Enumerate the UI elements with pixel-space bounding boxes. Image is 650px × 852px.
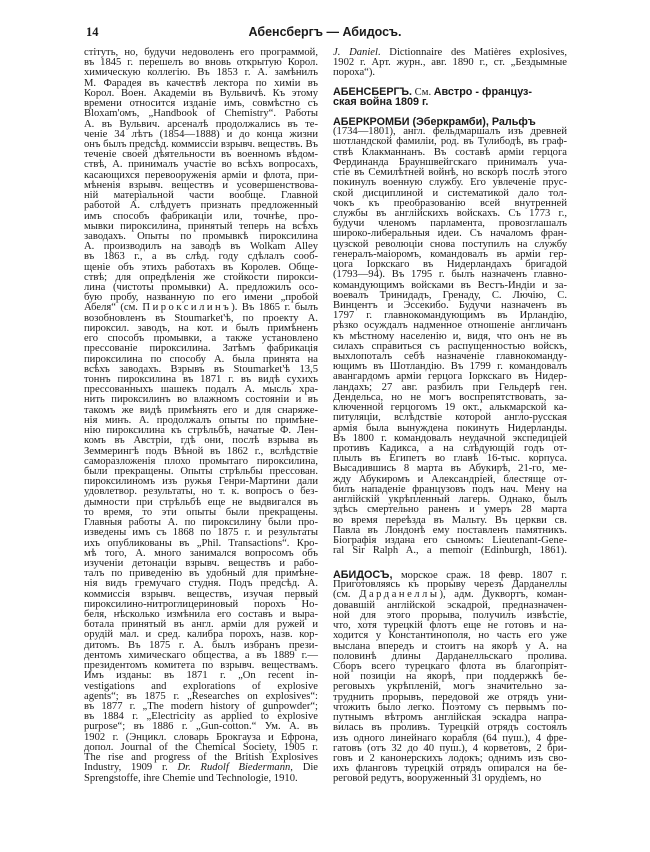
text-run: 1902 г. (Энцикл. словарь Брокгауза и Ефрона, xyxy=(84,731,318,743)
text-run: Павла въ Лондонѣ ему поставленъ памятникъ. xyxy=(333,524,567,536)
text-run: См. xyxy=(412,87,434,98)
text-run: гатовъ (отъ 32 до 40 пуш.), 4 корветовъ, 2 бри- xyxy=(333,742,567,754)
text-run: пироксилина по способу А. была принята на xyxy=(84,353,318,365)
text-line xyxy=(333,546,567,556)
text-run: . Dictionnaire des Matières explosives, xyxy=(377,47,567,58)
text-run: въ 1884 г. „Electricity as applied to explosive xyxy=(84,711,318,723)
text-run: вилась въ проливъ. Турецкій отрядъ состоялъ xyxy=(333,722,567,734)
text-run: морское сраж. 18 февр. 1807 г. xyxy=(392,570,567,581)
text-run: purpose“; въ 1886 г. „Gun-cotton.“ Ум. А. въ xyxy=(84,721,318,733)
text-run: въ 1863 г., а въ слѣд. году сдѣлалъ сооб- xyxy=(84,251,318,263)
text-run: стіе въ Семилѣтней войнѣ, но вскорѣ послѣ этого xyxy=(333,167,567,179)
text-run: щеніе объ этихъ работахъ въ Королев. Обще- xyxy=(84,261,318,273)
text-run: путнымъ вѣтромъ англійская эскадра напра- xyxy=(333,712,567,724)
text-run: то время, то эти опыты были прекращены. xyxy=(84,506,318,518)
text-run: Высадившись 8 марта въ Абукирѣ, 21-го, ме- xyxy=(333,463,567,475)
text-run: заводахъ. Опыты по промывкѣ пироксилина xyxy=(84,230,318,242)
text-run: службы въ англійскихъ войскахъ. Съ 1773 г., xyxy=(333,207,567,219)
text-line xyxy=(333,68,567,78)
text-run: ландахъ; 27 авг. разбилъ при Гельдерѣ ген. xyxy=(333,381,567,393)
text-run: пироксилино-нитроглицериновый порохъ Но- xyxy=(84,598,318,610)
text-run: Приготовляясь къ прорыву черезъ Дарданеллы xyxy=(333,579,567,591)
entry-heading: АБЕРКРОМБИ (Эберкрамби), Ральфъ xyxy=(333,116,536,128)
text-run: Industry, 1909 г. xyxy=(84,762,178,774)
text-run: ній матеріальной части вообще. Главной xyxy=(84,190,318,202)
text-run: работой А. слѣдуетъ признать предложенный xyxy=(84,200,318,212)
text-run: химическую коллегію. Въ 1853 г. А. замѣнилъ xyxy=(84,67,318,79)
text-run: Дендельса, но не могъ воспрепятствовать, за- xyxy=(333,391,567,403)
text-run: жду Абукиромъ и Александріей, блестяще от- xyxy=(333,473,567,485)
entry-heading: АБИДОСЪ, xyxy=(333,569,393,581)
entry-heading: АБЕНСБЕРГЪ. xyxy=(333,86,413,98)
text-run: плылъ въ Египетъ во главѣ 16-тыс. корпуса. xyxy=(333,453,567,465)
text-run: Sprengstoffe, ihre Chemie und Technologie, 1910. xyxy=(84,772,298,784)
text-run: англійскій укрѣпленный лагерь. Однако, былъ xyxy=(333,494,567,506)
text-run: покинулъ военную службу. Его увлеченіе прус- xyxy=(333,177,567,189)
text-run: саморазложенія плохо промытаго пироксилина, xyxy=(84,455,318,467)
text-run: къ мѣстному населенію и, видя, что онъ не въ xyxy=(333,330,567,342)
text-run: широко-либеральныя идеи. Съ началомъ фран- xyxy=(333,228,567,240)
text-run: довавшій англійской эскадрой, предназначен- xyxy=(333,599,567,611)
text-run: изученіи детонаціи взрывч. веществъ и рабо- xyxy=(84,557,318,569)
text-run: теченіе своей дѣятельности въ военномъ вѣдом- xyxy=(84,149,318,161)
text-run: ихъ фланговъ турецкій отрядъ опирался на бе- xyxy=(333,763,567,775)
text-run: будучи членомъ парламента, провозглашалъ xyxy=(333,218,567,230)
text-run: армія была вынуждена покинуть Нидерланды. xyxy=(333,422,567,434)
spaced-cross-reference: Дарданеллы xyxy=(359,589,440,601)
text-run: дымности при стрѣльбѣ еще не выдвигался въ xyxy=(84,496,318,508)
text-run: Имъ изданы: въ 1871 г. „On recent in- xyxy=(84,670,318,682)
text-run: реговой редутъ, вооруженный 31 орудіемъ, но xyxy=(333,773,542,785)
text-run: авангардомъ арміи герцога Іоркскаго въ Нидер- xyxy=(333,371,567,383)
text-run: ствѣ Клакманнанъ. Въ составѣ арміи герцога xyxy=(333,146,567,158)
text-run: шотландской фамиліи, род. въ Тулибодѣ, въ граф- xyxy=(333,136,567,148)
entry-heading: Австро - француз- xyxy=(433,86,533,98)
text-run: стітуть, но, будучи недоволенъ его программой, xyxy=(84,47,318,58)
text-run: воевалъ Тринидадъ, Гренаду, С. Лючію, С. xyxy=(333,289,567,301)
text-run: А. производилъ на заводѣ въ Wolkam Alley xyxy=(84,241,318,253)
text-line xyxy=(333,97,567,107)
text-run: А. въ Вульвич. арсеналѣ продолжались въ те- xyxy=(84,118,318,130)
entry-heading: ская война 1809 г. xyxy=(333,96,429,109)
text-run: силахъ справиться съ распущенностью войскъ, xyxy=(333,340,567,352)
text-run: что, хотя турецкій флотъ еще не готовъ и на- xyxy=(333,620,567,632)
text-run: въ 1845 г. перешелъ во вновь открытую Корол. xyxy=(84,57,318,69)
text-run: цузской революціи снова поступилъ на службу xyxy=(333,238,567,250)
text-run: реговыхъ укрѣпленій, могъ значительно за- xyxy=(333,681,567,693)
text-run: генералъ-маіоромъ, командовалъ въ арміи гер- xyxy=(333,248,567,260)
text-run: рѣзко осуждалъ надменное отношеніе англичанъ xyxy=(333,320,567,332)
text-run: президентомъ комитета по взрывч. веществамъ. xyxy=(84,660,318,672)
text-run: возобновленъ въ Stoumarket'ѣ, по проекту А. xyxy=(84,312,318,324)
text-run: нію пироксилина къ стрѣльбѣ, начатые Ф. Лен- xyxy=(84,425,318,437)
text-run: пороха“). xyxy=(333,67,376,79)
text-run: ствѣ, А. принималъ участіе во всѣхъ вопросахъ, xyxy=(84,159,318,171)
text-run: комъ въ Австріи, гдѣ они, послѣ взрыва въ xyxy=(84,435,318,447)
text-run: командующимъ войсками въ Вестъ-Индіи и за- xyxy=(333,279,567,291)
page-number: 14 xyxy=(86,25,99,39)
text-run: нія минъ. А. продолжалъ опыты по примѣне- xyxy=(84,414,318,426)
text-run: противъ Кадикса, а на слѣдующій годъ от- xyxy=(333,443,567,454)
text-run: бую пробу, названную по его имени „пробой xyxy=(84,292,318,304)
text-run: выслана впередъ и стоитъ на якорѣ у А. на xyxy=(333,640,567,652)
text-run: его способъ промывки, а также установлено xyxy=(84,333,318,345)
text-run: Біографія издана его сыномъ: Lieutenant-Gene- xyxy=(333,534,567,546)
entry-abercromby xyxy=(333,117,567,556)
text-run: пироксилиномъ изъ ружья Генри-Мартини дали xyxy=(84,476,318,488)
text-run: ной позиціи на якорѣ, при поддержкѣ бе- xyxy=(333,671,567,683)
text-run: орудій мал. и сред. калибра порохъ, назв. кор- xyxy=(84,629,318,641)
text-run: времени относится изданіе имъ, совмѣстно съ xyxy=(84,98,318,110)
text-run: , Die xyxy=(290,762,318,774)
text-run: vestigations and explorations of explosive xyxy=(84,680,318,692)
text-run: билъ нападеніе французовъ подъ нач. Мену на xyxy=(333,483,567,495)
text-run: нія видъ гремучаго студня. Подъ предсѣд. А. xyxy=(84,578,318,590)
text-run: Главныя работы А. по пироксилину были про- xyxy=(84,517,318,529)
text-run: (см. xyxy=(333,589,360,601)
text-run: чокъ къ преобразованію всей внутренней xyxy=(333,197,567,209)
entry-abensberg xyxy=(333,87,567,107)
text-run: ). Въ 1865 г. былъ xyxy=(231,302,318,314)
text-run: Винцентъ и Эссекибо. Будучи назначенъ въ xyxy=(333,299,567,311)
text-run: пироксил. заводъ, на кот. и былъ примѣненъ xyxy=(84,322,318,334)
text-run: (1793—94). Въ 1795 г. былъ назначенъ главно- xyxy=(333,269,567,281)
text-run: прессованіе пироксилина. Затѣмъ фабрикація xyxy=(84,343,318,355)
text-run: чтожить было легко. Поэтому съ первымъ по- xyxy=(333,701,567,713)
text-run: Абеля“ (см. xyxy=(84,302,143,314)
text-run: тоннъ пироксилина въ 1871 г. въ видѣ сухихъ xyxy=(84,374,318,385)
text-run: ), адм. Дуквортъ, коман- xyxy=(439,589,567,601)
text-run: The rise and progress of the British Explosives xyxy=(84,752,318,764)
text-run: удовлетвор. результаты, но т. к. вопросъ о без- xyxy=(84,486,318,498)
text-run: допол. Journal of the Chemical Society, 1905 г. xyxy=(84,741,318,753)
text-run: во время переѣзда въ Мальту. Въ церкви св. xyxy=(333,514,567,526)
text-run: ствѣ; для опредѣленія же стойкости пирокси- xyxy=(84,271,318,283)
text-run: дентомъ химическаго общества, а въ 1889 г.— xyxy=(84,649,318,661)
text-run: лина (чистоты промывки) А. предложилъ осо- xyxy=(84,282,318,294)
text-run: ключенной герцогомъ 19 окт., алькмарской ка- xyxy=(333,402,567,414)
text-run: нить пироксилинъ во влажномъ состояніи и въ xyxy=(84,394,318,406)
text-run: Въ 1800 г. командовалъ неудачной экспедиціей xyxy=(333,432,567,444)
text-run: труднить прорывъ, передовой же отрядъ уни- xyxy=(333,691,567,703)
text-run: говъ и 2 канонерскихъ лодокъ; однимъ изъ сво- xyxy=(333,752,567,764)
italic-author: J. Daniel xyxy=(333,47,378,58)
text-run: имъ способъ фабрикаціи или, точнѣе, про- xyxy=(84,210,318,222)
text-run: мывки пироксилина, принятый теперь на всѣхъ xyxy=(84,220,318,232)
text-run: онъ былъ предсѣд. коммиссіи взрывч. веществъ. Въ xyxy=(84,138,318,150)
text-run: Корол. Воен. Академіи въ Вульвичѣ. Къ этому xyxy=(84,87,318,99)
text-run: коммиссія взрывч. веществъ, изучая первый xyxy=(84,588,318,600)
text-run: касающихся перевооруженія арміи и флота, при- xyxy=(84,169,318,181)
text-run: ченіе 34 лѣтъ (1854—1888) и до конца жизни xyxy=(84,128,318,140)
text-run: такомъ же видѣ примѣнять его и для снаряже- xyxy=(84,404,318,416)
entry-abydos xyxy=(333,570,567,785)
text-line xyxy=(84,774,318,784)
text-run: изведены имъ съ 1868 по 1875 г. и результаты xyxy=(84,527,318,539)
text-run: въ 1877 г. „The modern history of gunpowder“; xyxy=(84,701,318,712)
text-run: ral Sir Ralph A., a memoir (Edinburgh, 1861). xyxy=(333,545,567,557)
text-run: 1797 г. главнокомандующимъ въ Ирландію, xyxy=(333,310,567,322)
text-run: беля, нѣсколько измѣнила его составъ и выра- xyxy=(84,609,318,621)
text-run: мѣненія взрывч. веществъ и усовершенствова- xyxy=(84,179,318,191)
text-run: Фердинанда Брауншвейгскаго принималъ уча- xyxy=(333,156,567,168)
text-run: талъ по приведенію въ удобный для примѣне- xyxy=(84,568,318,580)
text-run: (1734—1801), англ. фельдмаршалъ изъ древней xyxy=(333,126,567,138)
text-run: ющимъ въ Шотландію. Въ 1799 г. командовалъ xyxy=(333,361,567,373)
text-run: Земмерингѣ подъ Вѣной въ 1862 г., вслѣдствіе xyxy=(84,445,318,457)
text-run: половинѣ длины Дарданелльскаго пролива. xyxy=(333,650,567,662)
running-head: Абенсбергъ — Абидосъ. xyxy=(248,25,402,39)
italic-author: Dr. Rudolf Biedermann xyxy=(177,762,291,774)
spaced-cross-reference: Пироксилинъ xyxy=(142,302,232,314)
text-run: 1902 г. Арт. журн., авг. 1890 г., ст. „Бездымные xyxy=(333,57,567,69)
text-run: ботала принятый въ англ. арміи для ружей и xyxy=(84,619,318,631)
text-line xyxy=(333,774,567,784)
text-run: ской дисциплиной и систематикой дало тол- xyxy=(333,187,567,199)
text-run: всѣхъ заводахъ. Взрывъ въ Stoumarket'ѣ 13,5 xyxy=(84,363,318,375)
text-run: питуляціи, вслѣдствіе которой англо-русская xyxy=(333,412,567,424)
text-run: цога Іоркскаго въ Нидерландахъ бригадой xyxy=(333,259,567,271)
text-run: Bloxam'омъ, „Handbook of Chemistry“. Работы xyxy=(84,108,318,120)
text-run: изъ одного линейнаго корабля (64 пуш.), 4 фре- xyxy=(333,732,567,744)
text-run: agents“; въ 1875 г. „Researches on explosives“: xyxy=(84,690,318,702)
text-run: М. Фарадея въ качествѣ лектора по химіи въ xyxy=(84,77,318,89)
abel-references-continued xyxy=(333,48,567,79)
text-run: дитомъ. Въ 1875 г. А. былъ избранъ прези- xyxy=(84,639,318,651)
text-run: прессованныхъ шашекъ подалъ А. мысль хра- xyxy=(84,384,318,396)
text-run: мѣ того, А. много занимался вопросомъ объ xyxy=(84,547,318,559)
text-run: ной для этого прорыва, получилъ извѣстіе, xyxy=(333,609,567,621)
text-run: ихъ опубликованы въ „Phil. Transactions“. Кро- xyxy=(84,537,318,549)
text-run: были прекращены. Опыты стрѣльбы прессован. xyxy=(84,465,318,477)
text-run: ходится у Константинополя, но часть его уже xyxy=(333,630,567,642)
text-run: здѣсь смертельно раненъ и умеръ 28 марта xyxy=(333,504,567,516)
left-column xyxy=(84,48,318,784)
text-run: Сборъ всего турецкаго флота въ благопріят- xyxy=(333,660,567,672)
text-run: выхлопоталъ себѣ назначеніе главнокоманду- xyxy=(333,351,567,363)
